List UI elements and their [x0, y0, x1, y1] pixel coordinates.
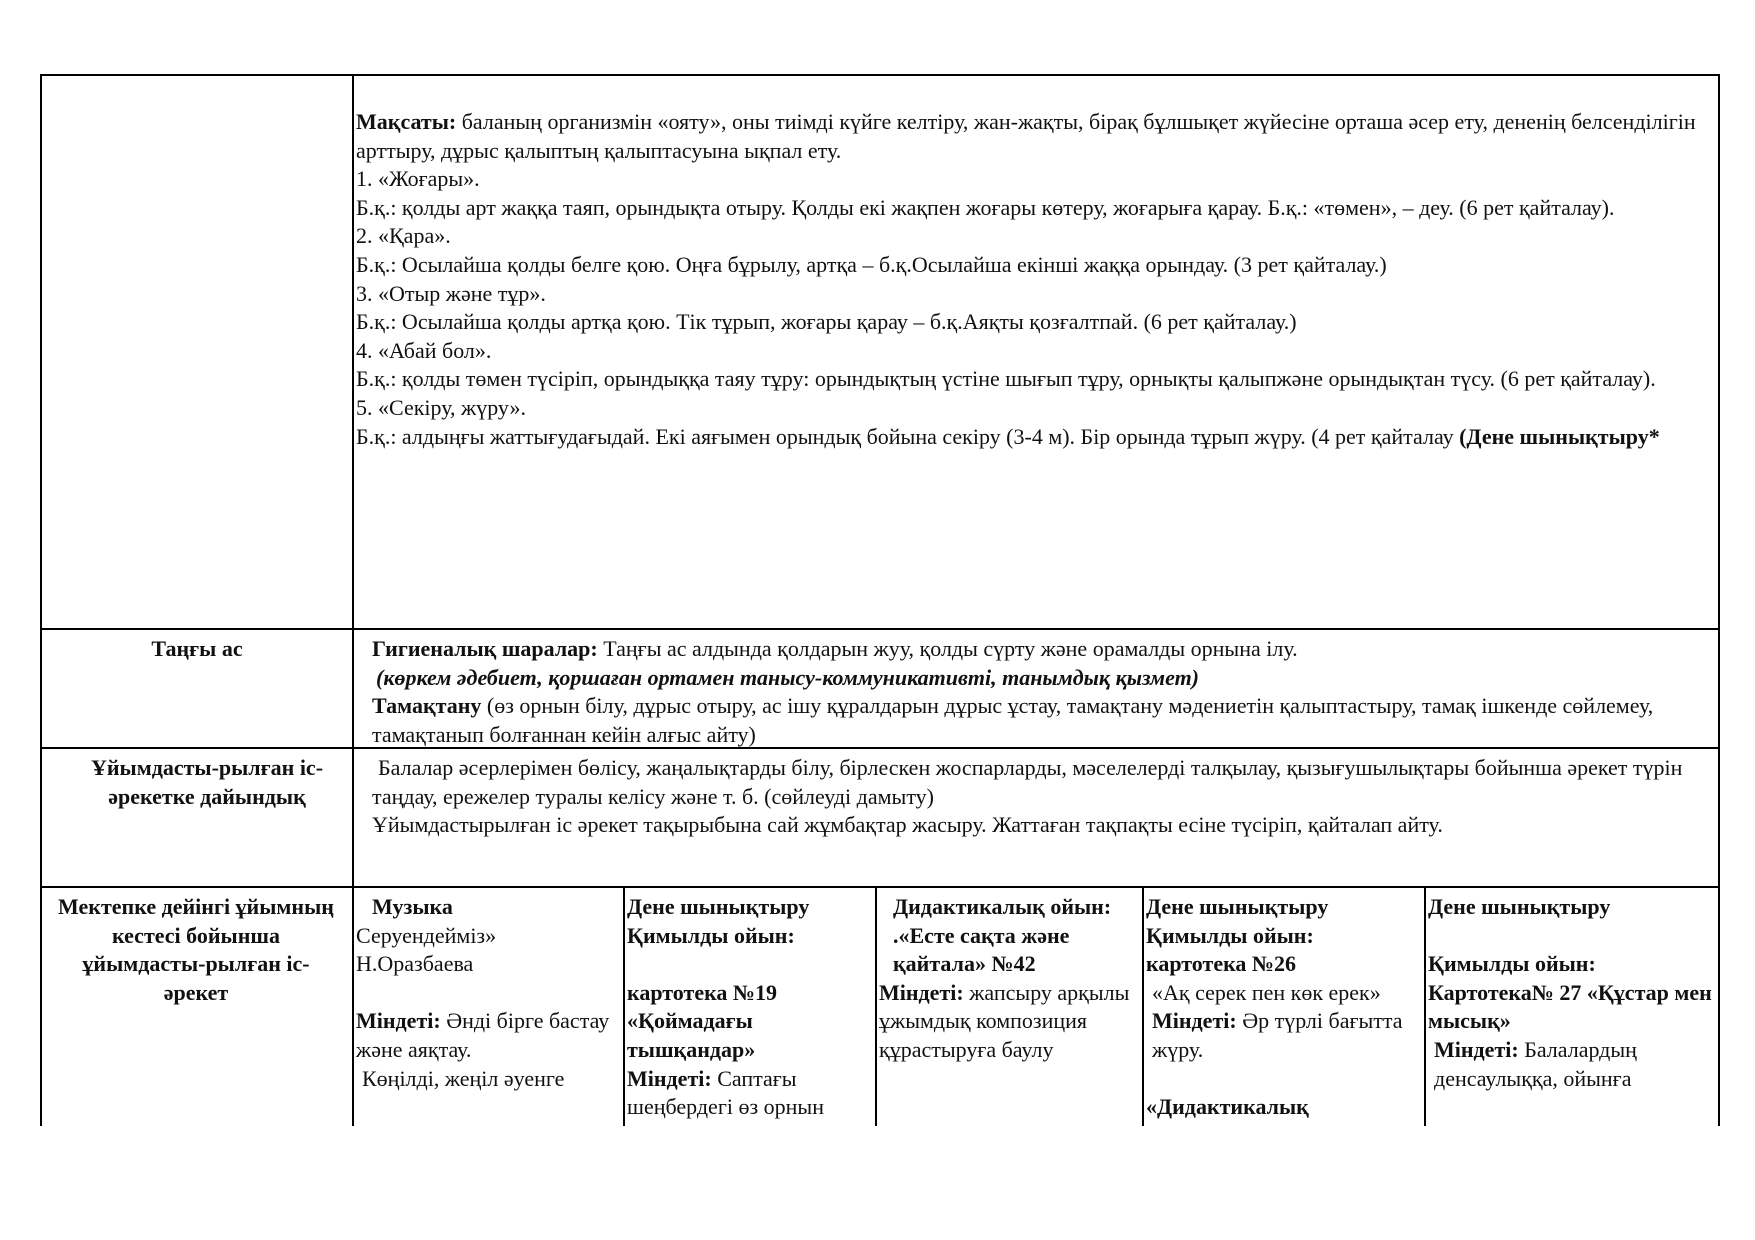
day5-cell	[1428, 893, 1716, 1093]
exercise-3-text: Б.қ.: Осылайша қолды артқа қою. Тік тұрып, жоғары қарау – б.қ.Аяқты қозғалтпай. (6 рет қайталау.)	[356, 309, 1297, 335]
day1-subject: Музыка	[372, 894, 453, 919]
day1-task	[356, 1007, 618, 1064]
day2-task	[627, 1065, 871, 1122]
day4-cell	[1146, 893, 1420, 1122]
aim-text: баланың организмін «ояту», оны тиімді күйге келтіру, жан-жақты, бірақ бұлшықет жүйесіне орташа әсер ету, дененің белсенділігін арттыру, дұрыс қалыптың қалыптасуына ықпал ету.	[356, 109, 1696, 163]
row-divider-3	[40, 886, 1720, 888]
eating-label: Тамақтану	[372, 693, 482, 719]
day4-card: картотека №26	[1146, 951, 1297, 977]
exercise-5-bold-note: (Дене шынықтыру*	[1459, 423, 1660, 449]
day2-task-label: Міндеті:	[627, 1065, 712, 1091]
day1-spacer	[356, 979, 618, 1008]
exercise-3-title: 3. «Отыр және тұр».	[356, 280, 546, 306]
morning-exercise-cell	[356, 108, 1712, 451]
eating-text: (өз орнын білу, дұрыс отыру, ас ішу құралдарын дұрыс ұстау, тамақтану мәдениетін қалыптастыру, тамақ ішкенде сөйлемеу, тамақтанып болғаннан кейін алғыс айту)	[372, 693, 1654, 747]
hygiene-label: Гигиеналық шаралар:	[372, 636, 598, 661]
day2-subject: Дене шынықтыру	[627, 894, 810, 919]
column-divider-day4	[1142, 886, 1144, 1126]
exercise-2-title: 2. «Қара».	[356, 223, 451, 249]
day5-task	[1428, 1036, 1716, 1093]
day4-spacer	[1146, 1065, 1420, 1094]
day2-game: Қимылды ойын:	[627, 922, 795, 948]
day4-task	[1146, 1007, 1420, 1064]
aim-paragraph	[356, 108, 1712, 165]
preparation-text-1: Балалар әсерлерімен бөлісу, жаңалықтарды білу, бірлескен жоспарларды, мәселелерді талқылау, қызығушылықтары бойынша әрекет түрін таңдау, ережелер туралы келісу және т. б. (сөйлеуді дамыту)	[372, 755, 1683, 809]
row-divider-1	[40, 628, 1720, 630]
exercise-4-text: Б.қ.: қолды төмен түсіріп, орындыққа таяу тұру: орындықтың үстіне шығып тұру, орнықты қалыпжәне орындықтан түсу. (6 рет қайталау).	[356, 366, 1656, 392]
breakfast-italic-note: (көркем әдебиет, қоршаған ортамен танысу-коммуникативті, танымдық қызмет)	[376, 664, 1200, 690]
day5-task-text: Балалардың денсаулыққа, ойынға	[1434, 1036, 1637, 1091]
table-right-border	[1718, 74, 1720, 1126]
day5-game: Қимылды ойын:	[1428, 951, 1596, 977]
column-divider-day2	[623, 886, 625, 1126]
preparation-cell	[372, 754, 1712, 840]
schedule-label: Мектепке дейінгі ұйымның кестесі бойынша ұйымдасты-рылған іс-әрекет	[58, 894, 334, 1005]
day4-subject: Дене шынықтыру	[1146, 894, 1329, 919]
preparation-text-2: Ұйымдастырылған іс әрекет тақырыбына сай жұмбақтар жасыру. Жаттаған тақпақты есіне түсіріп, қайталап айту.	[372, 812, 1443, 838]
table-left-border	[40, 74, 42, 1126]
day2-game-name: «Қоймадағы тышқандар»	[627, 1008, 756, 1062]
preparation-label: Ұйымдасты-рылған іс-әрекетке дайындық	[90, 755, 324, 809]
exercise-1-title: 1. «Жоғары».	[356, 166, 480, 192]
day2-card: картотека №19	[627, 979, 778, 1005]
day4-game-name: «Ақ серек пен көк ерек»	[1152, 979, 1381, 1005]
hygiene-text: Таңғы ас алдында қолдарын жуу, қолды сүрту және орамалды орнына ілу.	[597, 636, 1298, 661]
column-divider-day3	[875, 886, 877, 1126]
day3-game-name: .«Есте сақта және қайтала» №42	[893, 922, 1070, 977]
day2-spacer	[627, 950, 871, 979]
day1-line1: Серуендейміз»	[356, 922, 497, 948]
exercise-1-text: Б.қ.: қолды арт жаққа таяп, орындықта отыру. Қолды екі жақпен жоғары көтеру, жоғарыға қарау. Б.қ.: «төмен», – деу. (6 рет қайталау).	[356, 194, 1615, 220]
day4-task-text: Әр түрлі бағытта жүру.	[1152, 1008, 1403, 1062]
exercise-5-text: Б.қ.: алдыңғы жаттығудағыдай. Екі аяғымен орындық бойына секіру (3-4 м). Бір орында тұрып жүру. (4 рет қайталау	[356, 423, 1460, 449]
day1-task-label: Міндеті:	[356, 1008, 441, 1034]
exercise-4-title: 4. «Абай бол».	[356, 337, 492, 363]
day1-task-text: Әнді бірге бастау және аяқтау.	[356, 1008, 610, 1062]
exercise-5-paragraph	[356, 423, 1712, 452]
day4-game: Қимылды ойын:	[1146, 922, 1314, 948]
day1-line3: Көңілді, жеңіл әуенге	[362, 1065, 565, 1091]
breakfast-label: Таңғы ас	[151, 636, 243, 661]
day4-next: «Дидактикалық	[1146, 1094, 1309, 1120]
table-top-border	[40, 74, 1720, 76]
day2-cell	[627, 893, 871, 1122]
exercise-2-text: Б.қ.: Осылайша қолды белге қою. Оңға бұрылу, артқа – б.қ.Осылайша екінші жаққа орындау. (3 рет қайталау.)	[356, 251, 1387, 277]
day3-subject: Дидактикалық ойын:	[893, 894, 1112, 919]
day3-task-text: жапсыру арқылы ұжымдық композиция құрастыруға баулу	[879, 979, 1130, 1062]
day3-task-label: Міндеті:	[879, 979, 964, 1005]
day5-card: Картотека№ 27 «Құстар мен мысық»	[1428, 979, 1712, 1034]
day5-spacer	[1428, 922, 1716, 951]
day3-task	[879, 979, 1137, 1065]
column-divider-day5	[1424, 886, 1426, 1126]
day1-line2: Н.Оразбаева	[356, 951, 474, 977]
day1-cell	[356, 893, 618, 1093]
exercise-5-title: 5. «Секіру, жүру».	[356, 394, 526, 420]
day3-cell	[879, 893, 1137, 1065]
hygiene-paragraph	[372, 635, 1712, 664]
day5-subject: Дене шынықтыру	[1428, 894, 1611, 919]
column-divider-label	[352, 74, 354, 1126]
eating-paragraph	[372, 692, 1712, 749]
aim-label: Мақсаты:	[356, 109, 457, 134]
day2-task-text: Саптағы шеңбердегі өз орнын	[627, 1065, 824, 1120]
day4-task-label: Міндеті:	[1152, 1008, 1237, 1034]
day5-task-label: Міндеті:	[1434, 1036, 1519, 1062]
breakfast-cell	[372, 635, 1712, 749]
